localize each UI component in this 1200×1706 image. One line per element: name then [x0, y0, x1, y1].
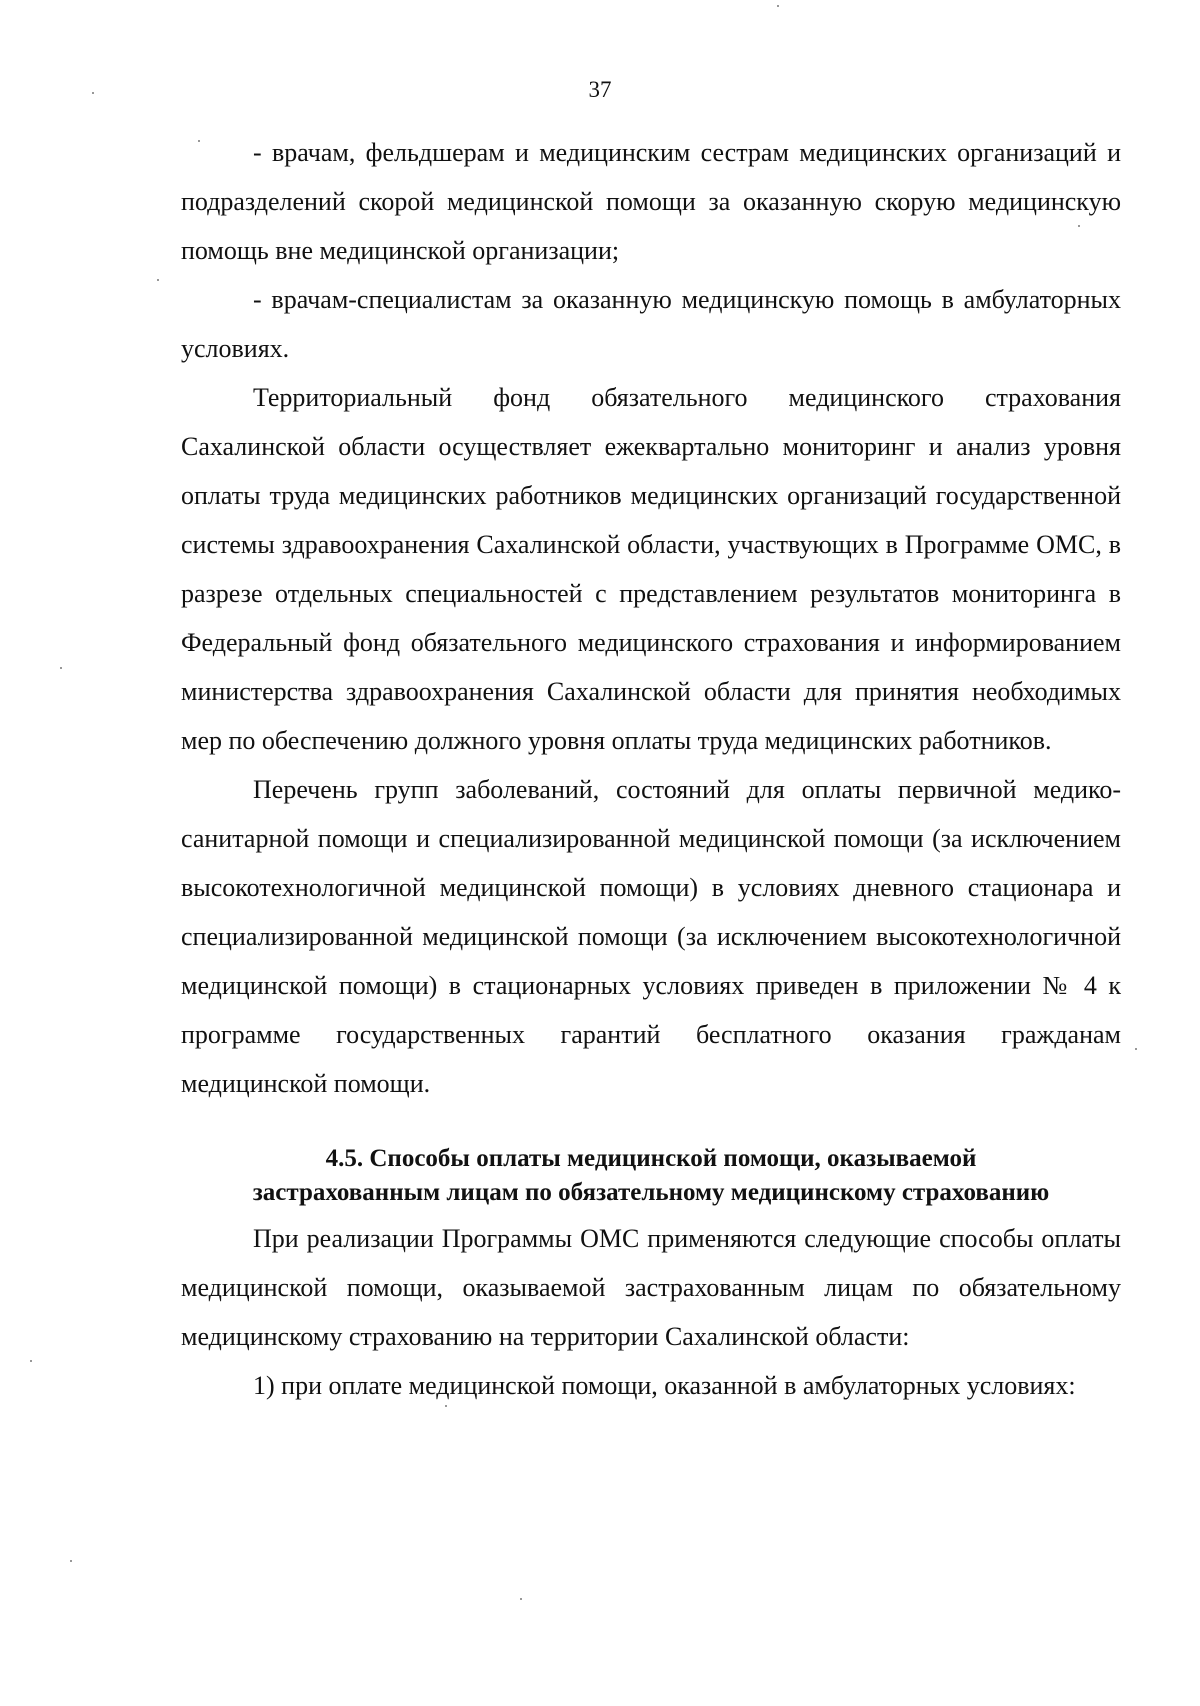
- disease-groups-paragraph: Перечень групп заболеваний, состояний для оплаты первичной медико-санитарной помощи и специализированной медицинской помощи (за исключением высокотехнологичной медицинской помощи) в условиях дневного стационара и специализированной медицинской помощи (за исключением высокотехнологичной медицинской помощи) в стационарных условиях приведен в приложении № 4 к программе государственных гарантий бесплатного оказания гражданам медицинской помощи.: [181, 775, 1121, 1098]
- bullet-specialists-paragraph: - врачам-специалистам за оказанную медицинскую помощь в амбулаторных условиях.: [181, 285, 1121, 363]
- section-heading-line-2: застрахованным лицам по обязательному медицинскому страхованию: [252, 1179, 1050, 1206]
- payment-methods-intro-paragraph: При реализации Программы ОМС применяются следующие способы оплаты медицинской помощи, оказываемой застрахованным лицам по обязательному медицинскому страхованию на территории Сахалинской области:: [181, 1224, 1121, 1351]
- text-column: [181, 128, 1121, 1410]
- monitoring-paragraph: Территориальный фонд обязательного медицинского страхования Сахалинской области осуществляет ежеквартально мониторинг и анализ уровня оплаты труда медицинских работников медицинских организаций государственной системы здравоохранения Сахалинской области, участвующих в Программе ОМС, в разрезе отдельных специальностей с представлением результатов мониторинга в Федеральный фонд обязательного медицинского страхования и информированием министерства здравоохранения Сахалинской области для принятия необходимых мер по обеспечению должного уровня оплаты труда медицинских работников.: [181, 383, 1121, 755]
- page-number: 37: [588, 77, 612, 102]
- bullet-doctors-paragraph: - врачам, фельдшерам и медицинским сестрам медицинских организаций и подразделений скорой медицинской помощи за оказанную скорую медицинскую помощь вне медицинской организации;: [181, 138, 1121, 265]
- section-heading: [181, 1142, 1121, 1210]
- section-heading-line-1: 4.5. Способы оплаты медицинской помощи, оказываемой: [325, 1145, 977, 1172]
- ambulatory-item-paragraph: 1) при оплате медицинской помощи, оказанной в амбулаторных условиях:: [253, 1371, 1076, 1400]
